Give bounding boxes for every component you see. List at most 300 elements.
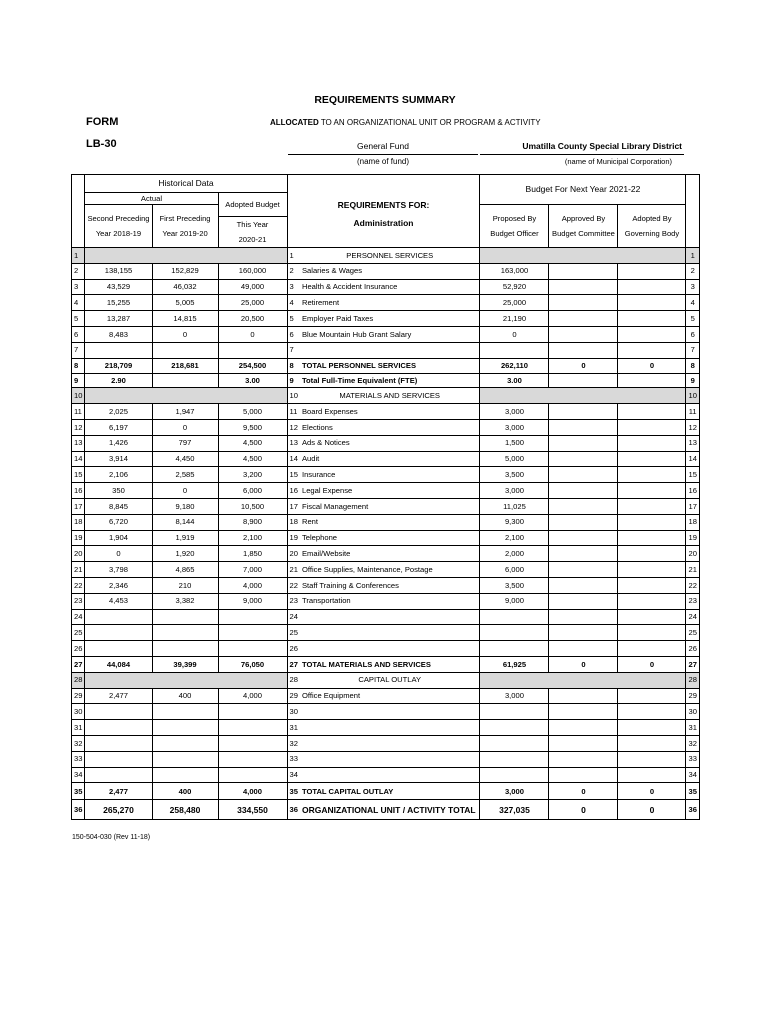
proposed-value: [480, 720, 549, 736]
line-number-mid: 32: [287, 735, 300, 751]
first-preceding-value: [152, 374, 218, 388]
line-number-right: 28: [686, 672, 699, 688]
adopted-value: 0: [618, 783, 686, 800]
line-number-right: 11: [686, 404, 699, 420]
adopted-by-header: [618, 205, 686, 248]
section-spacer-right: [480, 388, 686, 404]
table-row: [72, 704, 700, 720]
second-preceding-value: 350: [85, 483, 152, 499]
section-spacer: [85, 248, 287, 264]
approved-value: [549, 767, 618, 783]
this-year-range: 2020-21: [238, 235, 267, 244]
line-number-mid: 4: [287, 295, 300, 311]
proposed-value: [480, 735, 549, 751]
adopted-budget-value: 76,050: [218, 656, 287, 672]
line-number-left: 8: [72, 358, 85, 374]
second-preceding-value: [85, 625, 152, 641]
district-name: Umatilla County Special Library District: [522, 141, 682, 151]
approved-value: [549, 263, 618, 279]
first-preceding-year: Year 2019-20: [162, 229, 208, 238]
adopted-budget-value: [218, 342, 287, 358]
page-title: REQUIREMENTS SUMMARY: [314, 94, 456, 106]
first-preceding-value: 210: [152, 577, 218, 593]
second-preceding-value: 2.90: [85, 374, 152, 388]
approved-value: [549, 577, 618, 593]
table-row: [72, 358, 700, 374]
line-number-left: 11: [72, 404, 85, 420]
line-number-left: 12: [72, 419, 85, 435]
adopted-value: [618, 577, 686, 593]
line-number-right: 3: [686, 279, 699, 295]
proposed-value: 3,500: [480, 467, 549, 483]
approved-by-header: [549, 205, 618, 248]
first-preceding-value: 14,815: [152, 311, 218, 327]
proposed-value: 327,035: [480, 800, 549, 820]
adopted-budget-value: 25,000: [218, 295, 287, 311]
second-preceding-value: 8,483: [85, 326, 152, 342]
adopted-budget-value: 8,900: [218, 514, 287, 530]
table-row: [72, 404, 700, 420]
table-row: [72, 467, 700, 483]
line-description: TOTAL PERSONNEL SERVICES: [300, 358, 480, 374]
approved-value: [549, 704, 618, 720]
first-preceding-value: [152, 609, 218, 625]
line-number-left: 15: [72, 467, 85, 483]
line-number-right: 10: [686, 388, 699, 404]
second-preceding-value: 44,084: [85, 656, 152, 672]
adopted-budget-value: 20,500: [218, 311, 287, 327]
second-preceding-value: 2,346: [85, 577, 152, 593]
adopted-value: [618, 498, 686, 514]
adopted-budget-value: 334,550: [218, 800, 287, 820]
line-number-left: 31: [72, 720, 85, 736]
table-row: [72, 625, 700, 641]
adopted-budget-value: 4,000: [218, 577, 287, 593]
line-number-left: 1: [72, 248, 85, 264]
approved-value: [549, 609, 618, 625]
line-description: Employer Paid Taxes: [300, 311, 480, 327]
adopted-budget-value: 7,000: [218, 562, 287, 578]
table-row: [72, 435, 700, 451]
approved-by-label: Approved By: [561, 214, 606, 223]
proposed-value: 163,000: [480, 263, 549, 279]
adopted-budget-value: [218, 751, 287, 767]
approved-value: [549, 625, 618, 641]
table-row: [72, 800, 700, 820]
proposed-value: 0: [480, 326, 549, 342]
requirements-header: [287, 175, 480, 248]
adopted-value: [618, 688, 686, 704]
line-number-right: 22: [686, 577, 699, 593]
approved-value: [549, 593, 618, 609]
proposed-value: [480, 767, 549, 783]
first-preceding-value: 1,920: [152, 546, 218, 562]
line-number-right: 23: [686, 593, 699, 609]
second-preceding-value: [85, 641, 152, 657]
section-row: [72, 388, 700, 404]
adopted-value: 0: [618, 800, 686, 820]
line-number-right: 33: [686, 751, 699, 767]
second-preceding-value: 138,155: [85, 263, 152, 279]
proposed-value: 262,110: [480, 358, 549, 374]
line-description: Audit: [300, 451, 480, 467]
budget-committee-label: Budget Committee: [552, 229, 615, 238]
line-number-mid: 24: [287, 609, 300, 625]
second-preceding-value: 1,904: [85, 530, 152, 546]
proposed-value: 1,500: [480, 435, 549, 451]
second-preceding-value: 6,720: [85, 514, 152, 530]
this-year-header: [218, 217, 287, 248]
approved-value: [549, 498, 618, 514]
proposed-value: 25,000: [480, 295, 549, 311]
first-preceding-value: 1,947: [152, 404, 218, 420]
adopted-value: [618, 263, 686, 279]
table-row: [72, 751, 700, 767]
line-number-right: 5: [686, 311, 699, 327]
adopted-budget-value: 4,500: [218, 451, 287, 467]
section-row: [72, 248, 700, 264]
second-preceding-value: 13,287: [85, 311, 152, 327]
proposed-by-header: [480, 205, 549, 248]
approved-value: 0: [549, 358, 618, 374]
table-row: [72, 498, 700, 514]
line-number-left: 34: [72, 767, 85, 783]
section-spacer: [85, 388, 287, 404]
first-preceding-value: [152, 704, 218, 720]
line-number-mid: 30: [287, 704, 300, 720]
line-number-left: 6: [72, 326, 85, 342]
line-number-left: 17: [72, 498, 85, 514]
proposed-value: [480, 641, 549, 657]
line-number-right: 25: [686, 625, 699, 641]
table-row: [72, 326, 700, 342]
line-number-left: 22: [72, 577, 85, 593]
requirements-unit-label: Administration: [353, 218, 414, 228]
proposed-value: 5,000: [480, 451, 549, 467]
proposed-value: 11,025: [480, 498, 549, 514]
line-number-mid: 27: [287, 656, 300, 672]
line-description: [300, 342, 480, 358]
line-number-mid: 6: [287, 326, 300, 342]
table-row: [72, 342, 700, 358]
second-preceding-label: Second Preceding: [87, 214, 150, 223]
line-number-left: 28: [72, 672, 85, 688]
adopted-value: [618, 326, 686, 342]
approved-value: 0: [549, 656, 618, 672]
first-preceding-value: 3,382: [152, 593, 218, 609]
first-preceding-value: 8,144: [152, 514, 218, 530]
first-preceding-value: [152, 720, 218, 736]
line-number-right: 17: [686, 498, 699, 514]
second-preceding-value: 1,426: [85, 435, 152, 451]
line-number-left: 7: [72, 342, 85, 358]
line-number-right: 30: [686, 704, 699, 720]
adopted-budget-value: 254,500: [218, 358, 287, 374]
line-number-mid: 1: [287, 248, 300, 264]
line-description: Total Full-Time Equivalent (FTE): [300, 374, 480, 388]
first-preceding-value: [152, 751, 218, 767]
line-number-left: 9: [72, 374, 85, 388]
approved-value: 0: [549, 783, 618, 800]
approved-value: [549, 374, 618, 388]
line-number-right: 12: [686, 419, 699, 435]
second-preceding-value: 6,197: [85, 419, 152, 435]
line-description: [300, 720, 480, 736]
line-description: Salaries & Wages: [300, 263, 480, 279]
line-description: [300, 641, 480, 657]
adopted-value: [618, 562, 686, 578]
proposed-value: 3,000: [480, 688, 549, 704]
line-number-right: 36: [686, 800, 699, 820]
line-number-left: 5: [72, 311, 85, 327]
approved-value: [549, 483, 618, 499]
line-number-right: 35: [686, 783, 699, 800]
adopted-budget-value: [218, 735, 287, 751]
line-number-mid: 14: [287, 451, 300, 467]
line-number-mid: 21: [287, 562, 300, 578]
line-description: [300, 751, 480, 767]
adopted-value: [618, 483, 686, 499]
line-number-right: 8: [686, 358, 699, 374]
adopted-budget-header: Adopted Budget: [218, 193, 287, 217]
line-number-left: 30: [72, 704, 85, 720]
line-number-right: 21: [686, 562, 699, 578]
adopted-budget-value: 4,000: [218, 783, 287, 800]
proposed-value: 2,100: [480, 530, 549, 546]
adopted-value: [618, 514, 686, 530]
proposed-value: [480, 704, 549, 720]
line-number-right: 20: [686, 546, 699, 562]
second-preceding-value: 0: [85, 546, 152, 562]
adopted-value: [618, 641, 686, 657]
first-preceding-value: 39,399: [152, 656, 218, 672]
line-number-mid: 22: [287, 577, 300, 593]
second-preceding-year: Year 2018-19: [95, 229, 142, 238]
approved-value: [549, 688, 618, 704]
second-preceding-value: 2,477: [85, 688, 152, 704]
fund-caption: (name of fund): [356, 157, 410, 166]
table-row: [72, 688, 700, 704]
second-preceding-value: [85, 342, 152, 358]
first-preceding-value: [152, 735, 218, 751]
first-preceding-value: 1,919: [152, 530, 218, 546]
governing-body-label: Governing Body: [624, 229, 680, 238]
approved-value: [549, 641, 618, 657]
line-number-right: 34: [686, 767, 699, 783]
line-number-right: 9: [686, 374, 699, 388]
line-number-mid: 19: [287, 530, 300, 546]
proposed-value: 2,000: [480, 546, 549, 562]
section-spacer-right: [480, 248, 686, 264]
line-number-right: 13: [686, 435, 699, 451]
approved-value: [549, 720, 618, 736]
line-number-mid: 11: [287, 404, 300, 420]
proposed-value: [480, 609, 549, 625]
line-number-left: 24: [72, 609, 85, 625]
first-preceding-value: 2,585: [152, 467, 218, 483]
proposed-value: 21,190: [480, 311, 549, 327]
table-row: [72, 720, 700, 736]
adopted-value: [618, 767, 686, 783]
allocated-rest: TO AN ORGANIZATIONAL UNIT OR PROGRAM & ACTIVITY: [318, 118, 541, 127]
line-description: TOTAL CAPITAL OUTLAY: [300, 783, 480, 800]
table-row: [72, 735, 700, 751]
second-preceding-value: 265,270: [85, 800, 152, 820]
adopted-budget-value: 4,000: [218, 688, 287, 704]
line-description: Fiscal Management: [300, 498, 480, 514]
line-number-right: 14: [686, 451, 699, 467]
line-number-right: 32: [686, 735, 699, 751]
proposed-by-label: Proposed By: [492, 214, 537, 223]
line-number-right: 19: [686, 530, 699, 546]
adopted-value: [618, 374, 686, 388]
adopted-budget-value: [218, 704, 287, 720]
line-number-left: 26: [72, 641, 85, 657]
line-number-mid: 10: [287, 388, 300, 404]
adopted-budget-value: 49,000: [218, 279, 287, 295]
requirements-for-label: REQUIREMENTS FOR:: [337, 200, 430, 210]
approved-value: [549, 279, 618, 295]
adopted-by-label: Adopted By: [632, 214, 672, 223]
line-number-right: 18: [686, 514, 699, 530]
approved-value: [549, 530, 618, 546]
first-preceding-value: 0: [152, 326, 218, 342]
first-preceding-value: [152, 342, 218, 358]
adopted-budget-value: 9,500: [218, 419, 287, 435]
line-number-mid: 29: [287, 688, 300, 704]
approved-value: [549, 514, 618, 530]
corner-cell: [72, 175, 85, 248]
fund-name: General Fund: [357, 141, 409, 151]
table-row: [72, 577, 700, 593]
proposed-value: 3,000: [480, 404, 549, 420]
approved-value: [549, 451, 618, 467]
approved-value: [549, 295, 618, 311]
table-row: [72, 593, 700, 609]
line-number-right: 15: [686, 467, 699, 483]
corner-cell-right: [686, 175, 699, 248]
table-row: [72, 767, 700, 783]
second-preceding-value: 218,709: [85, 358, 152, 374]
line-number-right: 16: [686, 483, 699, 499]
first-preceding-header: [152, 205, 218, 248]
second-preceding-value: [85, 609, 152, 625]
line-number-mid: 5: [287, 311, 300, 327]
proposed-value: 3.00: [480, 374, 549, 388]
adopted-value: [618, 546, 686, 562]
district-underline: [480, 154, 684, 155]
proposed-value: 3,000: [480, 483, 549, 499]
proposed-value: 61,925: [480, 656, 549, 672]
adopted-budget-value: 9,000: [218, 593, 287, 609]
adopted-value: [618, 609, 686, 625]
line-number-left: 10: [72, 388, 85, 404]
first-preceding-value: 46,032: [152, 279, 218, 295]
approved-value: [549, 546, 618, 562]
second-preceding-value: 2,106: [85, 467, 152, 483]
table-row: [72, 783, 700, 800]
line-number-mid: 13: [287, 435, 300, 451]
proposed-value: [480, 625, 549, 641]
line-number-left: 14: [72, 451, 85, 467]
second-preceding-value: [85, 767, 152, 783]
table-row: [72, 641, 700, 657]
table-row: [72, 263, 700, 279]
table-row: [72, 514, 700, 530]
line-description: Telephone: [300, 530, 480, 546]
adopted-value: [618, 419, 686, 435]
proposed-value: [480, 751, 549, 767]
line-description: Ads & Notices: [300, 435, 480, 451]
proposed-value: 3,500: [480, 577, 549, 593]
adopted-budget-value: 10,500: [218, 498, 287, 514]
line-number-mid: 28: [287, 672, 300, 688]
line-number-left: 3: [72, 279, 85, 295]
proposed-value: 3,000: [480, 419, 549, 435]
adopted-budget-value: 1,850: [218, 546, 287, 562]
adopted-value: 0: [618, 358, 686, 374]
line-number-mid: 34: [287, 767, 300, 783]
line-number-right: 24: [686, 609, 699, 625]
budget-officer-label: Budget Officer: [490, 229, 539, 238]
second-preceding-value: [85, 720, 152, 736]
approved-value: [549, 735, 618, 751]
form-label: FORM: [86, 116, 119, 128]
line-number-mid: 20: [287, 546, 300, 562]
line-number-left: 2: [72, 263, 85, 279]
section-title: PERSONNEL SERVICES: [300, 248, 480, 264]
line-number-mid: 2: [287, 263, 300, 279]
approved-value: [549, 435, 618, 451]
second-preceding-value: 4,453: [85, 593, 152, 609]
form-revision: 150-504-030 (Rev 11-18): [72, 834, 151, 841]
first-preceding-value: 218,681: [152, 358, 218, 374]
budget-next-year-header: Budget For Next Year 2021-22: [480, 175, 686, 205]
adopted-budget-value: [218, 641, 287, 657]
line-description: [300, 609, 480, 625]
line-number-left: 35: [72, 783, 85, 800]
section-spacer: [85, 672, 287, 688]
adopted-value: [618, 704, 686, 720]
adopted-budget-value: 2,100: [218, 530, 287, 546]
second-preceding-value: [85, 704, 152, 720]
line-number-left: 36: [72, 800, 85, 820]
line-number-right: 7: [686, 342, 699, 358]
adopted-value: [618, 279, 686, 295]
approved-value: [549, 342, 618, 358]
line-description: Legal Expense: [300, 483, 480, 499]
approved-value: [549, 751, 618, 767]
line-description: Staff Training & Conferences: [300, 577, 480, 593]
second-preceding-value: 2,025: [85, 404, 152, 420]
line-number-left: 21: [72, 562, 85, 578]
adopted-budget-value: 3.00: [218, 374, 287, 388]
first-preceding-value: 152,829: [152, 263, 218, 279]
adopted-value: [618, 435, 686, 451]
adopted-value: [618, 342, 686, 358]
line-number-mid: 23: [287, 593, 300, 609]
first-preceding-value: 0: [152, 419, 218, 435]
first-preceding-value: 9,180: [152, 498, 218, 514]
allocation-line: [270, 118, 541, 127]
line-description: TOTAL MATERIALS AND SERVICES: [300, 656, 480, 672]
line-description: [300, 625, 480, 641]
historical-header: Historical Data: [85, 175, 287, 193]
line-number-mid: 18: [287, 514, 300, 530]
second-preceding-value: 3,798: [85, 562, 152, 578]
table-row: [72, 609, 700, 625]
adopted-value: [618, 404, 686, 420]
